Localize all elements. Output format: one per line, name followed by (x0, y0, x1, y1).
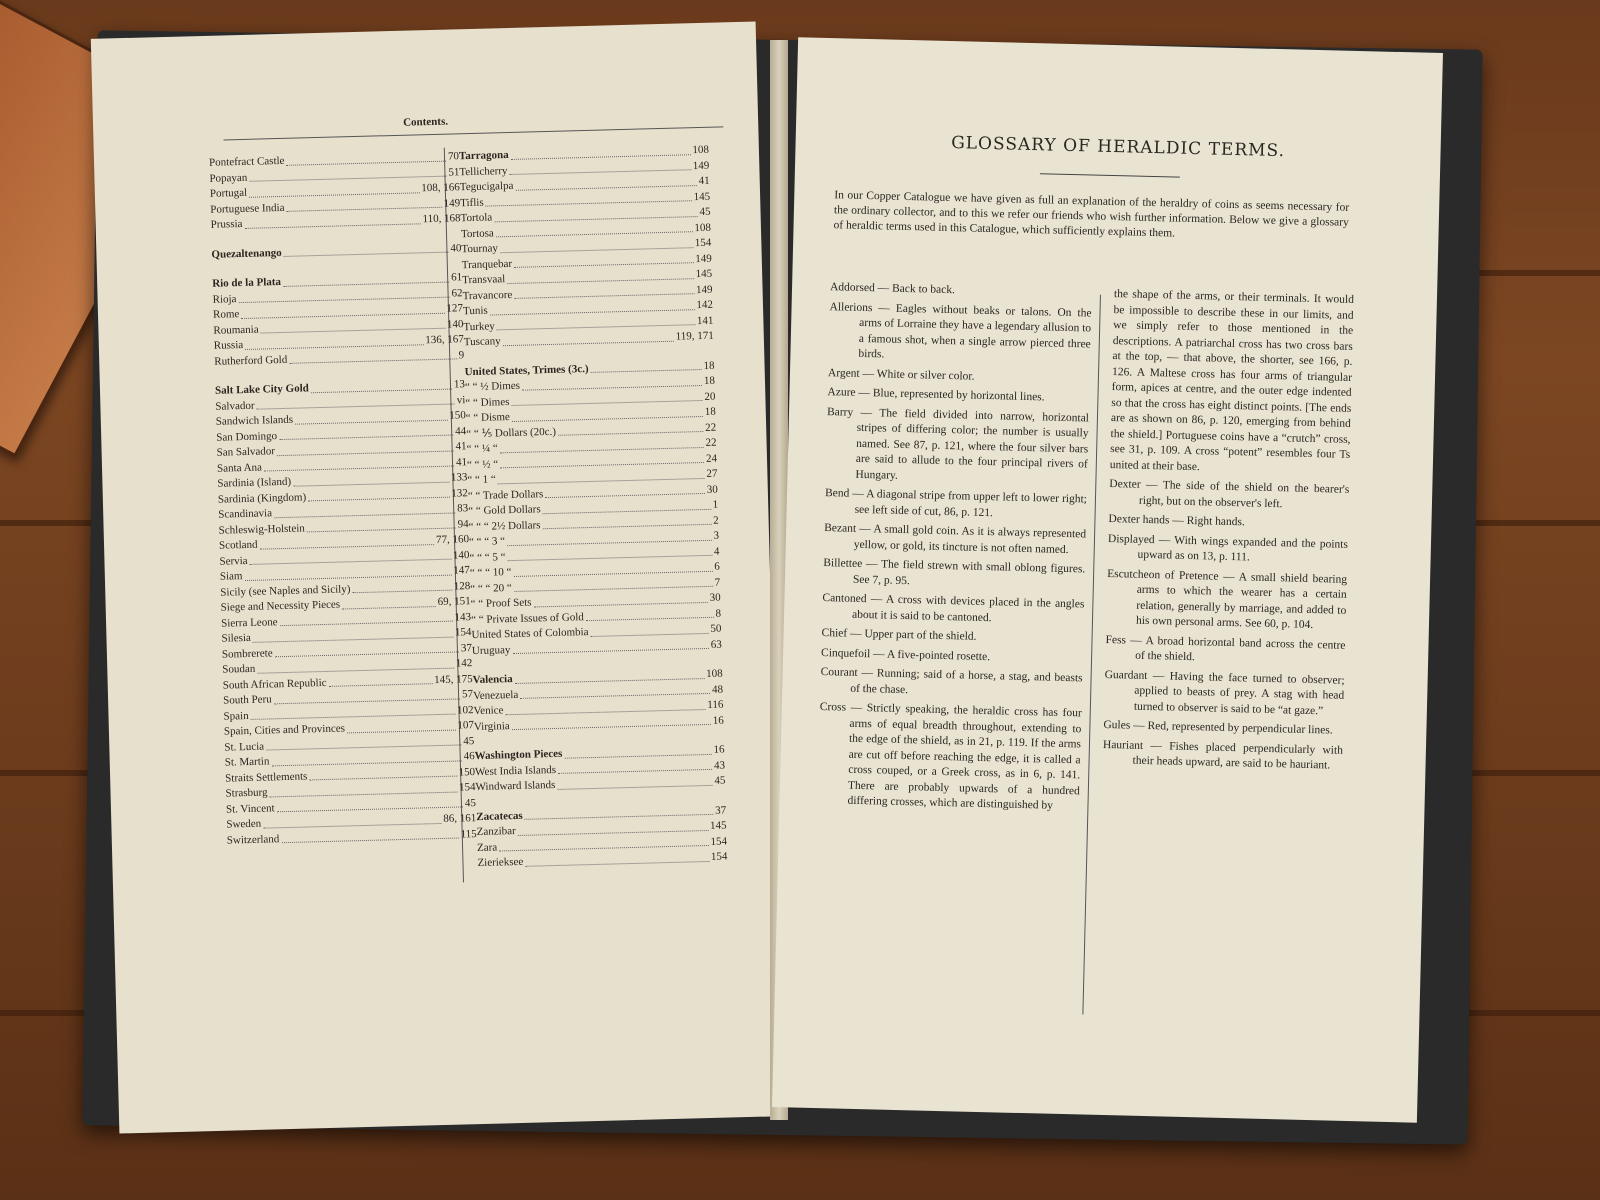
entry-name: “ “ “ 3 “ (468, 535, 506, 549)
entry-name: “ “ Disme (465, 411, 510, 425)
entry-page: 154 (710, 835, 728, 848)
leader-dots (347, 719, 456, 733)
entry-page: vi (456, 393, 466, 406)
entry-page: 108 (694, 221, 712, 234)
entry-page: 41 (455, 440, 467, 453)
entry-page: 154 (694, 236, 712, 250)
entry-name: Spain, Cities and Provinces (223, 722, 346, 738)
entry-page: 37 (460, 641, 473, 654)
entry-name: Zacatecas (476, 809, 523, 823)
entry-name: Salvador (215, 399, 255, 413)
entry-page: 4 (713, 545, 720, 558)
entry-page: 110, 168 (422, 212, 461, 226)
entry-name: St. Vincent (225, 801, 275, 816)
entry-page: 1 (712, 498, 719, 511)
entry-name: Tranquebar (461, 257, 513, 271)
entry-name: Portuguese India (210, 201, 285, 216)
entry-name: Switzerland (226, 832, 280, 847)
entry-name: Tegucigalpa (459, 179, 514, 194)
entry-name: St. Lucia (224, 740, 265, 754)
entry-name: Tournay (461, 242, 499, 256)
leader-dots (342, 595, 436, 609)
entry-name: Tarragona (458, 148, 509, 163)
entry-page: 13 (453, 378, 466, 391)
entry-name: Quezaltenango (211, 246, 282, 261)
entry-page: 16 (713, 743, 725, 756)
entry-name: “ “ Proof Sets (470, 596, 532, 611)
entry-name: Sweden (226, 817, 262, 831)
entry-name: Rutherford Gold (214, 353, 288, 368)
entry-name: San Domingo (216, 429, 278, 444)
entry-page: 77, 160 (435, 533, 470, 547)
entry-name: Tunis (462, 304, 488, 318)
glossary-term: Argent — White or silver color. (827, 366, 975, 383)
glossary-term: Chief — Upper part of the shield. (821, 627, 977, 643)
entry-page: 149 (692, 159, 710, 172)
entry-name: Straits Settlements (225, 769, 308, 785)
glossary-term: Allerions — Eagles without beaks or talons. On the arms of Lorraine they have a legendary allusion to a famous shot, when a single arrow pierced three birds. (829, 300, 1092, 361)
entry-page: 30 (706, 483, 718, 496)
entry-page: 24 (705, 452, 718, 465)
leader-dots (510, 143, 690, 159)
entry-name: Zierieksee (477, 855, 524, 870)
entry-name: Tiflis (460, 196, 484, 209)
entry-page: 41 (455, 455, 468, 468)
entry-name: “ “ ¼ “ (466, 442, 498, 456)
entry-page: 45 (463, 734, 475, 747)
leader-dots (586, 606, 714, 621)
leader-dots (307, 517, 456, 532)
entry-name: “ “ 1 “ (467, 473, 497, 487)
entry-page: 9 (458, 348, 465, 361)
entry-name: West India Islands (474, 763, 557, 778)
entry-page: 16 (712, 714, 724, 727)
glossary-term: Cross — Strictly speaking, the heraldic cross has four arms of equal breadth throughout, extending to the edge of the shield, as in 21, p. 119. If the arms are cut off before reaching the edge, it is called a cross couped, or a Greek cross, as in 6, p. 141. There are probably upwards of a hundred differing crosses, which are distinguished by (819, 701, 1082, 812)
entry-page: 3 (713, 529, 720, 542)
entry-page: 40 (450, 241, 462, 255)
entry-name: Siege and Necessity Pieces (220, 598, 341, 614)
entry-name: “ “ “ 5 “ (469, 550, 506, 564)
entry-name: Rome (212, 308, 240, 321)
glossary-term: Displayed — With wings expanded and the points upward as on 13, p. 111. (1107, 532, 1349, 564)
entry-name: Rioja (212, 292, 237, 306)
entry-name: Popayan (209, 171, 248, 185)
entry-page: 69, 151 (437, 595, 471, 609)
entry-name: Zara (476, 841, 498, 854)
entry-page: 108, 166 (421, 181, 460, 195)
entry-name: Venice (473, 704, 504, 718)
entry-name: Strasburg (225, 786, 268, 800)
entry-name: “ “ Dimes (465, 395, 510, 409)
entry-page: 8 (715, 607, 722, 620)
entry-page: 119, 171 (675, 329, 714, 343)
glossary-column-2 (1102, 287, 1354, 778)
entry-name: Sierra Leone (220, 615, 278, 630)
entry-name: “ “ “ 10 “ (469, 566, 512, 580)
entry-page: 145 (709, 819, 727, 832)
entry-page: 18 (703, 374, 716, 387)
entry-name: Sardinia (Island) (217, 475, 292, 490)
entry-page: 142 (696, 298, 714, 312)
entry-name: South African Republic (222, 676, 327, 692)
glossary-term: Billettee — The field strewn with small oblong figures. See 7, p. 95. (823, 557, 1086, 587)
entry-page: 108 (705, 667, 723, 680)
entry-name: Salt Lake City Gold (214, 382, 309, 397)
entry-name: Venezuela (472, 688, 519, 702)
entry-name: “ “ ½ Dimes (464, 379, 521, 394)
entry-name: Soudan (222, 662, 256, 676)
entry-page: 45 (699, 205, 711, 219)
entry-page: 115 (460, 827, 477, 840)
entry-page: 18 (704, 405, 716, 418)
entry-name: San Salvador (216, 445, 276, 459)
entry-page: 63 (710, 638, 722, 651)
glossary-term: Bend — A diagonal stripe from upper left to lower right; see left side of cut, 86, p. 121. (824, 487, 1088, 519)
entry-page: 132 (451, 486, 468, 500)
entry-page: 62 (451, 286, 463, 300)
entry-page: 102 (456, 703, 474, 717)
leader-dots (590, 359, 701, 373)
glossary-term: Azure — Blue, represented by horizontal lines. (827, 386, 1045, 404)
entry-page: 57 (461, 688, 474, 701)
entry-page: 61 (450, 271, 463, 284)
entry-name: Schleswig-Holstein (218, 521, 305, 537)
leader-dots (590, 622, 708, 637)
glossary-term: Barry — The field divided into narrow, horizontal stripes of differing color; the number is usually named. See 87, p. 121, where the four silver bars are said to allude to the four principal rivers of Hungary. (826, 405, 1090, 482)
entry-name: Travancore (462, 288, 513, 302)
entry-page: 20 (704, 390, 716, 403)
entry-page: 154 (458, 781, 476, 794)
entry-page: 142 (455, 657, 473, 670)
glossary-continuation: the shape of the arms, or their terminals. It would be impossible to describe these in our limits, and we simply refer to those mentioned in the descriptions. A patriarchal cross has two cross bars at the top, — that above, the shorter, see 166, p. 126. A Maltese cross has four arms of triangular form, apices at centre, and the outer edge indented so that the cross has eight distinct points. [The ends are as shown on 86, p. 120, emerging from behind the shield.] Portuguese coins have a “crutch” cross, see 31, p. 109. A cross “potent” resembles four Ts united at their base. (1109, 288, 1355, 473)
entry-page: 154 (454, 626, 472, 639)
entry-page: 30 (709, 591, 721, 604)
entry-name: Prussia (210, 217, 243, 231)
entry-page: 133 (450, 471, 468, 484)
entry-name: “ “ Private Issues of Gold (470, 610, 584, 626)
entry-name: Roumania (213, 323, 259, 337)
entry-name: “ “ ⅕ Dollars (20c.) (466, 425, 557, 440)
entry-page: 149 (695, 252, 712, 265)
entry-page: 22 (705, 421, 717, 434)
entry-page: 154 (710, 850, 728, 863)
entry-page: 143 (454, 610, 472, 624)
entry-page: 48 (711, 683, 724, 696)
entry-page: 43 (713, 759, 726, 772)
leader-dots (328, 673, 432, 687)
entry-page: 127 (446, 302, 464, 315)
entry-page: 141 (696, 314, 714, 327)
entry-name: United States, Trimes (3c.) (464, 362, 589, 378)
leader-dots (309, 765, 457, 780)
entry-name: United States of Colombia (471, 626, 589, 642)
entry-name: Tortola (460, 211, 493, 225)
leader-dots (308, 486, 449, 501)
contents-column-1 (209, 149, 477, 848)
entry-page: 45 (714, 774, 726, 787)
entry-name: Spain (223, 709, 249, 723)
glossary-term: Guardant — Having the face turned to observer; applied to beasts of prey. A stag with head turned to observer is said to be “at gaze.” (1104, 668, 1345, 717)
title-rule (1040, 173, 1180, 177)
left-page (91, 21, 784, 1133)
entry-name: Virginia (473, 719, 510, 733)
entry-page: 140 (452, 548, 470, 562)
glossary-term: Gules — Red, represented by perpendicular lines. (1103, 718, 1333, 737)
entry-name: “ “ Gold Dollars (468, 503, 541, 518)
entry-page: 6 (714, 560, 720, 573)
glossary-term: Cantoned — A cross with devices placed in the angles about it is said to be cantoned. (822, 592, 1085, 624)
entry-name: Washington Pieces (474, 747, 563, 763)
contents-heading: Contents. (402, 115, 449, 129)
entry-name: Zanzibar (476, 825, 516, 839)
glossary-column-1 (817, 280, 1092, 819)
glossary-intro: In our Copper Catalogue we have given as full an explanation of the heraldry of coins as seems necessary for the ordinary collector, and to this we refer our friends who wish further information. Below we give a glossary of heraldic terms used in this Catalogue, which sufficiently explains them. (833, 189, 1350, 240)
entry-page: 27 (706, 467, 718, 480)
leader-dots (352, 579, 452, 593)
glossary-title: GLOSSARY OF HERALDIC TERMS. (950, 133, 1286, 162)
entry-name: “ “ “ 2½ Dollars (468, 518, 541, 533)
entry-page: 145 (695, 267, 713, 281)
entry-page: 128 (453, 579, 471, 593)
entry-page: 145 (693, 190, 711, 203)
entry-name: Servia (219, 554, 248, 568)
entry-page: 147 (453, 564, 470, 577)
entry-page: 22 (705, 436, 717, 449)
entry-page: 70 (447, 150, 460, 163)
entry-page: 140 (446, 317, 464, 331)
glossary-term: Courant — Running; said of a horse, a stag, and beasts of the chase. (820, 666, 1083, 696)
glossary-term: Fess — A broad horizontal band across the centre of the shield. (1105, 633, 1346, 664)
entry-name: Tellicherry (459, 164, 508, 178)
entry-page: 7 (714, 576, 721, 589)
entry-page: 41 (698, 174, 710, 188)
entry-name: Scotland (218, 538, 258, 552)
entry-name: Windward Islands (475, 778, 556, 794)
entry-page: 116 (707, 698, 724, 711)
entry-name: Valencia (472, 673, 513, 687)
entry-name: Uruguay (471, 643, 511, 657)
leader-dots (558, 420, 703, 435)
entry-page: 149 (695, 283, 713, 296)
entry-page: 37 (715, 804, 727, 817)
entry-page: 50 (710, 622, 722, 635)
entry-name: Portugal (209, 186, 248, 200)
entry-name: Silesia (221, 631, 252, 645)
entry-name: Tortosa (460, 226, 494, 240)
entry-page: 108 (692, 143, 710, 157)
entry-name: “ “ Trade Dollars (467, 487, 544, 502)
entry-name: “ “ ½ “ (466, 457, 499, 471)
entry-name: Turkey (463, 319, 495, 333)
entry-name: Santa Ana (216, 461, 263, 475)
entry-page: 136, 167 (425, 333, 464, 347)
glossary-term: Escutcheon of Pretence — A small shield bearing arms to which the wearer has a certain relation, generally by marriage, and added to his own personal arms. See 60, p. 104. (1107, 567, 1348, 632)
entry-name: Russia (213, 339, 244, 352)
entry-name: Scandinavia (218, 507, 273, 521)
entry-name: South Peru (222, 693, 272, 707)
leader-dots (311, 378, 452, 393)
entry-page: 150 (449, 409, 466, 422)
entry-page: 44 (455, 424, 467, 437)
entry-page: 145, 175 (434, 672, 473, 686)
glossary-term: Bezant — A small gold coin. As it is always represented yellow, or gold, its tincture is not often named. (824, 522, 1087, 556)
entry-name: Siam (219, 570, 243, 583)
entry-page: 18 (703, 359, 715, 372)
entry-name: Sicily (see Naples and Sicily) (220, 582, 351, 599)
glossary-term: Addorsed — Back to back. (829, 281, 956, 297)
entry-name: Rio de la Plata (212, 275, 282, 290)
glossary-term: Dexter hands — Right hands. (1108, 513, 1245, 529)
entry-name: Tuscany (463, 335, 501, 349)
entry-page: 149 (443, 196, 461, 210)
leader-dots (564, 743, 712, 758)
entry-name: Transvaal (462, 273, 506, 287)
leader-dots (286, 150, 446, 166)
entry-name: St. Martin (224, 755, 270, 769)
entry-page: 45 (464, 796, 477, 809)
entry-page: 150 (458, 765, 476, 779)
entry-name: Pontefract Castle (208, 154, 285, 169)
entry-page: 83 (457, 502, 469, 515)
glossary-term: Dexter — The side of the shield on the bearer's right, but on the observer's left. (1109, 478, 1350, 510)
entry-page: 107 (457, 719, 475, 732)
entry-page: 46 (463, 750, 475, 763)
entry-page: 86, 161 (443, 812, 477, 825)
right-page (772, 37, 1443, 1122)
glossary-term: Cinquefoil — A five-pointed rosette. (820, 646, 991, 663)
glossary-term: Hauriant — Fishes placed perpendicularly with their heads upward, are said to be hauriant. (1102, 738, 1344, 772)
entry-name: Sandwich Islands (215, 413, 294, 428)
entry-name: “ “ “ 20 “ (470, 581, 512, 595)
entry-page: 51 (448, 165, 460, 179)
entry-page: 94 (457, 517, 469, 530)
entry-name: Sardinia (Kingdom) (217, 490, 307, 506)
entry-page: 2 (712, 514, 719, 527)
entry-name: Sombrerete (221, 646, 273, 661)
